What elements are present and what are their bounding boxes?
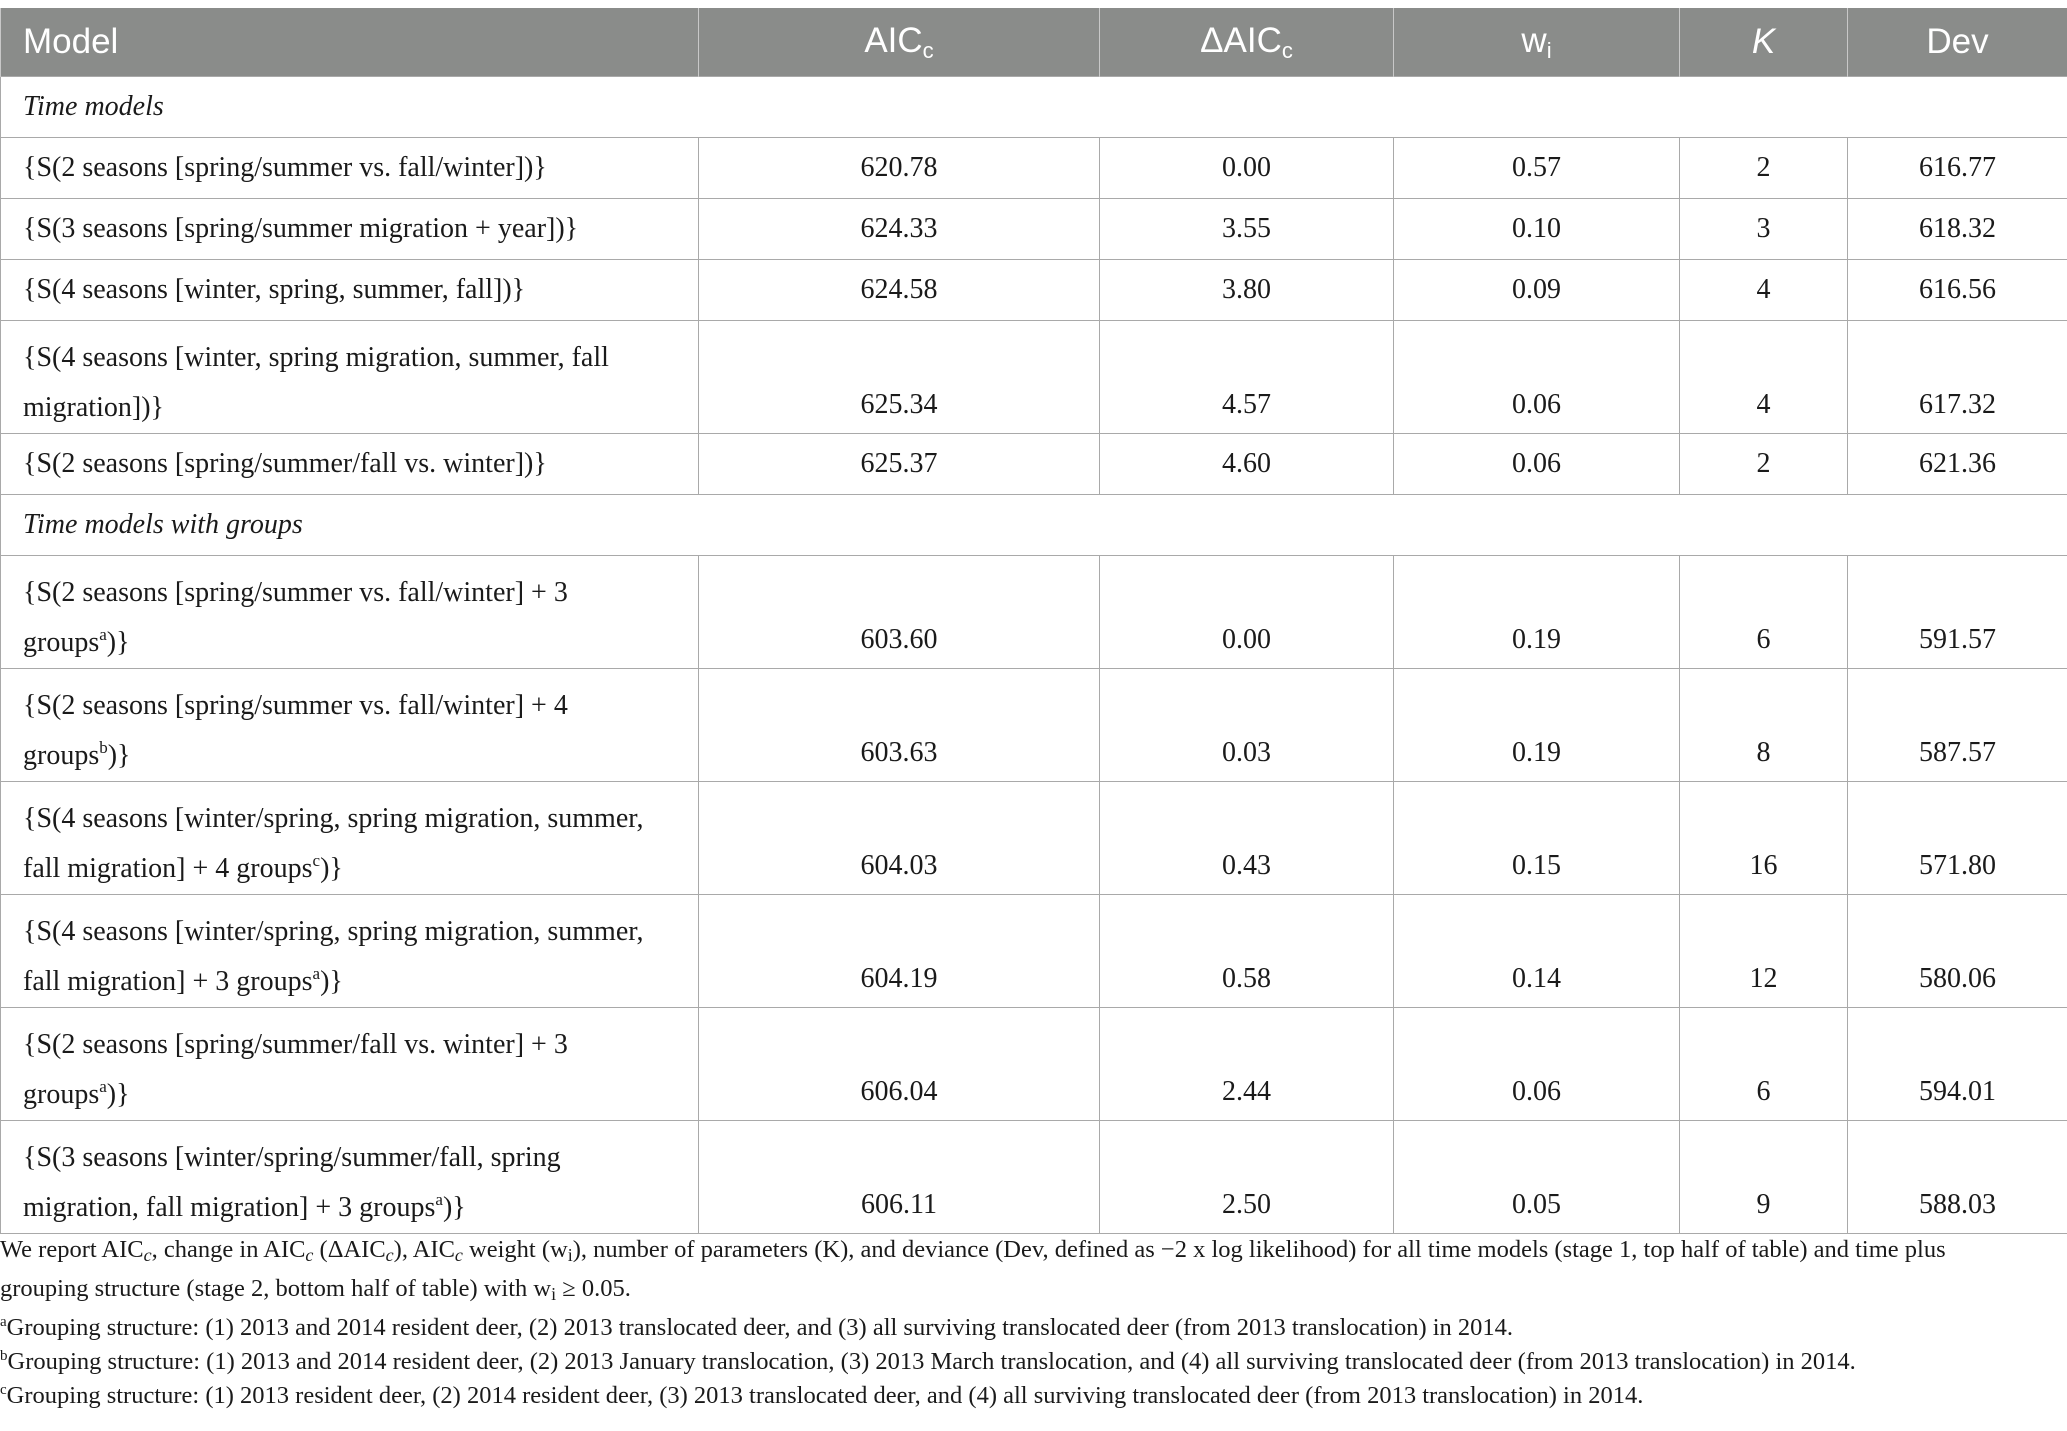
footnote-text: Grouping structure: (1) 2013 resident deer, (2) 2014 resident deer, (3) 2013 translocated deer, and (4) all surviving translocated deer (from 2013 translocation) in 2014. [6,1382,1644,1409]
dev-cell: 618.32 [1848,199,2067,260]
model-line-2-end: )} [107,740,131,771]
k-cell: 12 [1680,895,1848,1008]
model-cell [1,260,699,321]
model-line-2-end: )} [320,853,343,884]
section-title: Time models [1,77,2067,138]
section-row [1,495,2067,556]
table-row [1,434,2067,495]
header-weight: $w_i$ [1394,8,1680,77]
table-row [1,321,2067,434]
model-line-1: {S(2 seasons [spring/summer vs. fall/winter])} [23,152,547,183]
model-cell [1,199,699,260]
model-line-2: migration])} [23,392,164,423]
footnote-text: Grouping structure: (1) 2013 and 2014 resident deer, (2) 2013 January translocation, (3) 2013 March translocation, and (4) all surviving translocated deer (from 2013 translocation) in 2014. [7,1348,1856,1375]
dev-cell: 617.32 [1848,321,2067,434]
header-k: K [1680,8,1848,77]
table-row [1,556,2067,669]
header-delta-aicc: $\Delta AIC_c$ [1100,8,1394,77]
model-line-2: groups [23,627,100,658]
weight-cell: 0.57 [1394,138,1680,199]
model-cell [1,1008,699,1121]
model-cell [1,434,699,495]
footnote-mark: c [0,1382,7,1398]
model-cell [1,782,699,895]
weight-cell: 0.05 [1394,1121,1680,1234]
footnote-mark: a [99,625,107,644]
model-cell [1,138,699,199]
table-row [1,782,2067,895]
aicc-cell: 620.78 [699,138,1100,199]
weight-cell: 0.15 [1394,782,1680,895]
report-note: We report AICc, change in AICc (ΔAICc), AICc weight (wi), number of parameters (K), and deviance (Dev, defined as −2 x log likelihood) for all time models (stage 1, top half of table) and time plus grouping structure (stage 2, bottom half of table) with wi ≥ 0.05. [0,1236,1946,1304]
section-title: Time models with groups [1,495,2067,556]
model-line-1: {S(4 seasons [winter, spring migration, summer, fall [23,342,609,373]
dev-cell: 616.77 [1848,138,2067,199]
k-cell: 4 [1680,260,1848,321]
k-cell: 9 [1680,1121,1848,1234]
k-cell: 4 [1680,321,1848,434]
table-row [1,895,2067,1008]
footnote-mark: b [99,738,108,757]
delta-aicc-cell: 3.80 [1100,260,1394,321]
footnote-mark: a [435,1190,443,1209]
k-cell: 3 [1680,199,1848,260]
model-line-2: groups [23,740,100,771]
k-cell: 6 [1680,1008,1848,1121]
footnote-mark: a [99,1077,107,1096]
header-aicc: $AIC_c$ [699,8,1100,77]
footnote-mark: b [0,1348,8,1364]
k-cell: 2 [1680,434,1848,495]
aicc-cell: 625.37 [699,434,1100,495]
aicc-cell: 606.04 [699,1008,1100,1121]
model-line-1: {S(4 seasons [winter/spring, spring migration, summer, [23,803,644,834]
model-line-2-end: )} [106,1079,130,1110]
model-line-2-end: )} [442,1192,466,1223]
delta-aicc-cell: 0.03 [1100,669,1394,782]
dev-cell: 587.57 [1848,669,2067,782]
model-line-1: {S(2 seasons [spring/summer/fall vs. winter] + 3 [23,1029,568,1060]
model-cell [1,895,699,1008]
k-cell: 8 [1680,669,1848,782]
aicc-cell: 603.63 [699,669,1100,782]
model-selection-table [0,8,2067,1234]
weight-cell: 0.19 [1394,556,1680,669]
header-dev: Dev [1848,8,2067,77]
dev-cell: 588.03 [1848,1121,2067,1234]
footnote-b [0,1345,2040,1379]
dev-cell: 616.56 [1848,260,2067,321]
model-line-1: {S(4 seasons [winter, spring, summer, fall])} [23,274,526,305]
footnote-text: Grouping structure: (1) 2013 and 2014 resident deer, (2) 2013 translocated deer, and (3) all surviving translocated deer (from 2013 translocation) in 2014. [6,1314,1514,1341]
dev-cell: 571.80 [1848,782,2067,895]
footnote-mark: c [312,851,321,870]
aicc-cell: 604.19 [699,895,1100,1008]
model-line-1: {S(3 seasons [spring/summer migration + year])} [23,213,579,244]
model-line-2: fall migration] + 4 groups [23,853,313,884]
weight-cell: 0.14 [1394,895,1680,1008]
table-notes [0,1233,2040,1413]
model-cell [1,556,699,669]
model-line-2-end: )} [106,627,130,658]
delta-aicc-cell: 2.44 [1100,1008,1394,1121]
dev-cell: 594.01 [1848,1008,2067,1121]
model-line-2-end: )} [320,966,343,997]
aicc-cell: 624.33 [699,199,1100,260]
weight-cell: 0.06 [1394,1008,1680,1121]
table-row [1,1008,2067,1121]
delta-aicc-cell: 0.58 [1100,895,1394,1008]
aicc-cell: 604.03 [699,782,1100,895]
model-line-1: {S(3 seasons [winter/spring/summer/fall, spring [23,1142,561,1173]
weight-cell: 0.10 [1394,199,1680,260]
header-model: Model [1,8,699,77]
table-header-row [1,8,2067,77]
table-row [1,1121,2067,1234]
k-cell: 2 [1680,138,1848,199]
model-cell [1,1121,699,1234]
table-row [1,199,2067,260]
delta-aicc-cell: 0.00 [1100,556,1394,669]
aicc-cell: 606.11 [699,1121,1100,1234]
weight-cell: 0.06 [1394,321,1680,434]
dev-cell: 591.57 [1848,556,2067,669]
weight-cell: 0.09 [1394,260,1680,321]
model-cell [1,321,699,434]
model-cell [1,669,699,782]
delta-aicc-cell: 0.43 [1100,782,1394,895]
table-row [1,260,2067,321]
aicc-cell: 603.60 [699,556,1100,669]
table-row [1,669,2067,782]
delta-aicc-cell: 4.57 [1100,321,1394,434]
footnote-mark: a [312,964,321,983]
weight-cell: 0.06 [1394,434,1680,495]
delta-aicc-cell: 3.55 [1100,199,1394,260]
footnote-c [0,1379,2040,1413]
delta-aicc-cell: 0.00 [1100,138,1394,199]
k-cell: 16 [1680,782,1848,895]
table-body [1,77,2067,1234]
model-line-2: migration, fall migration] + 3 groups [23,1192,436,1223]
model-line-1: {S(2 seasons [spring/summer/fall vs. winter])} [23,448,547,479]
model-line-2: fall migration] + 3 groups [23,966,313,997]
delta-aicc-cell: 2.50 [1100,1121,1394,1234]
k-cell: 6 [1680,556,1848,669]
model-line-1: {S(2 seasons [spring/summer vs. fall/winter] + 3 [23,577,568,608]
delta-aicc-cell: 4.60 [1100,434,1394,495]
footnote-a [0,1311,2040,1345]
dev-cell: 580.06 [1848,895,2067,1008]
aicc-cell: 625.34 [699,321,1100,434]
model-line-1: {S(4 seasons [winter/spring, spring migration, summer, [23,916,644,947]
table-row [1,138,2067,199]
model-line-1: {S(2 seasons [spring/summer vs. fall/winter] + 4 [23,690,568,721]
aicc-cell: 624.58 [699,260,1100,321]
dev-cell: 621.36 [1848,434,2067,495]
section-row [1,77,2067,138]
model-line-2: groups [23,1079,100,1110]
footnote-mark: a [0,1314,7,1330]
weight-cell: 0.19 [1394,669,1680,782]
footnotes [0,1311,2040,1413]
